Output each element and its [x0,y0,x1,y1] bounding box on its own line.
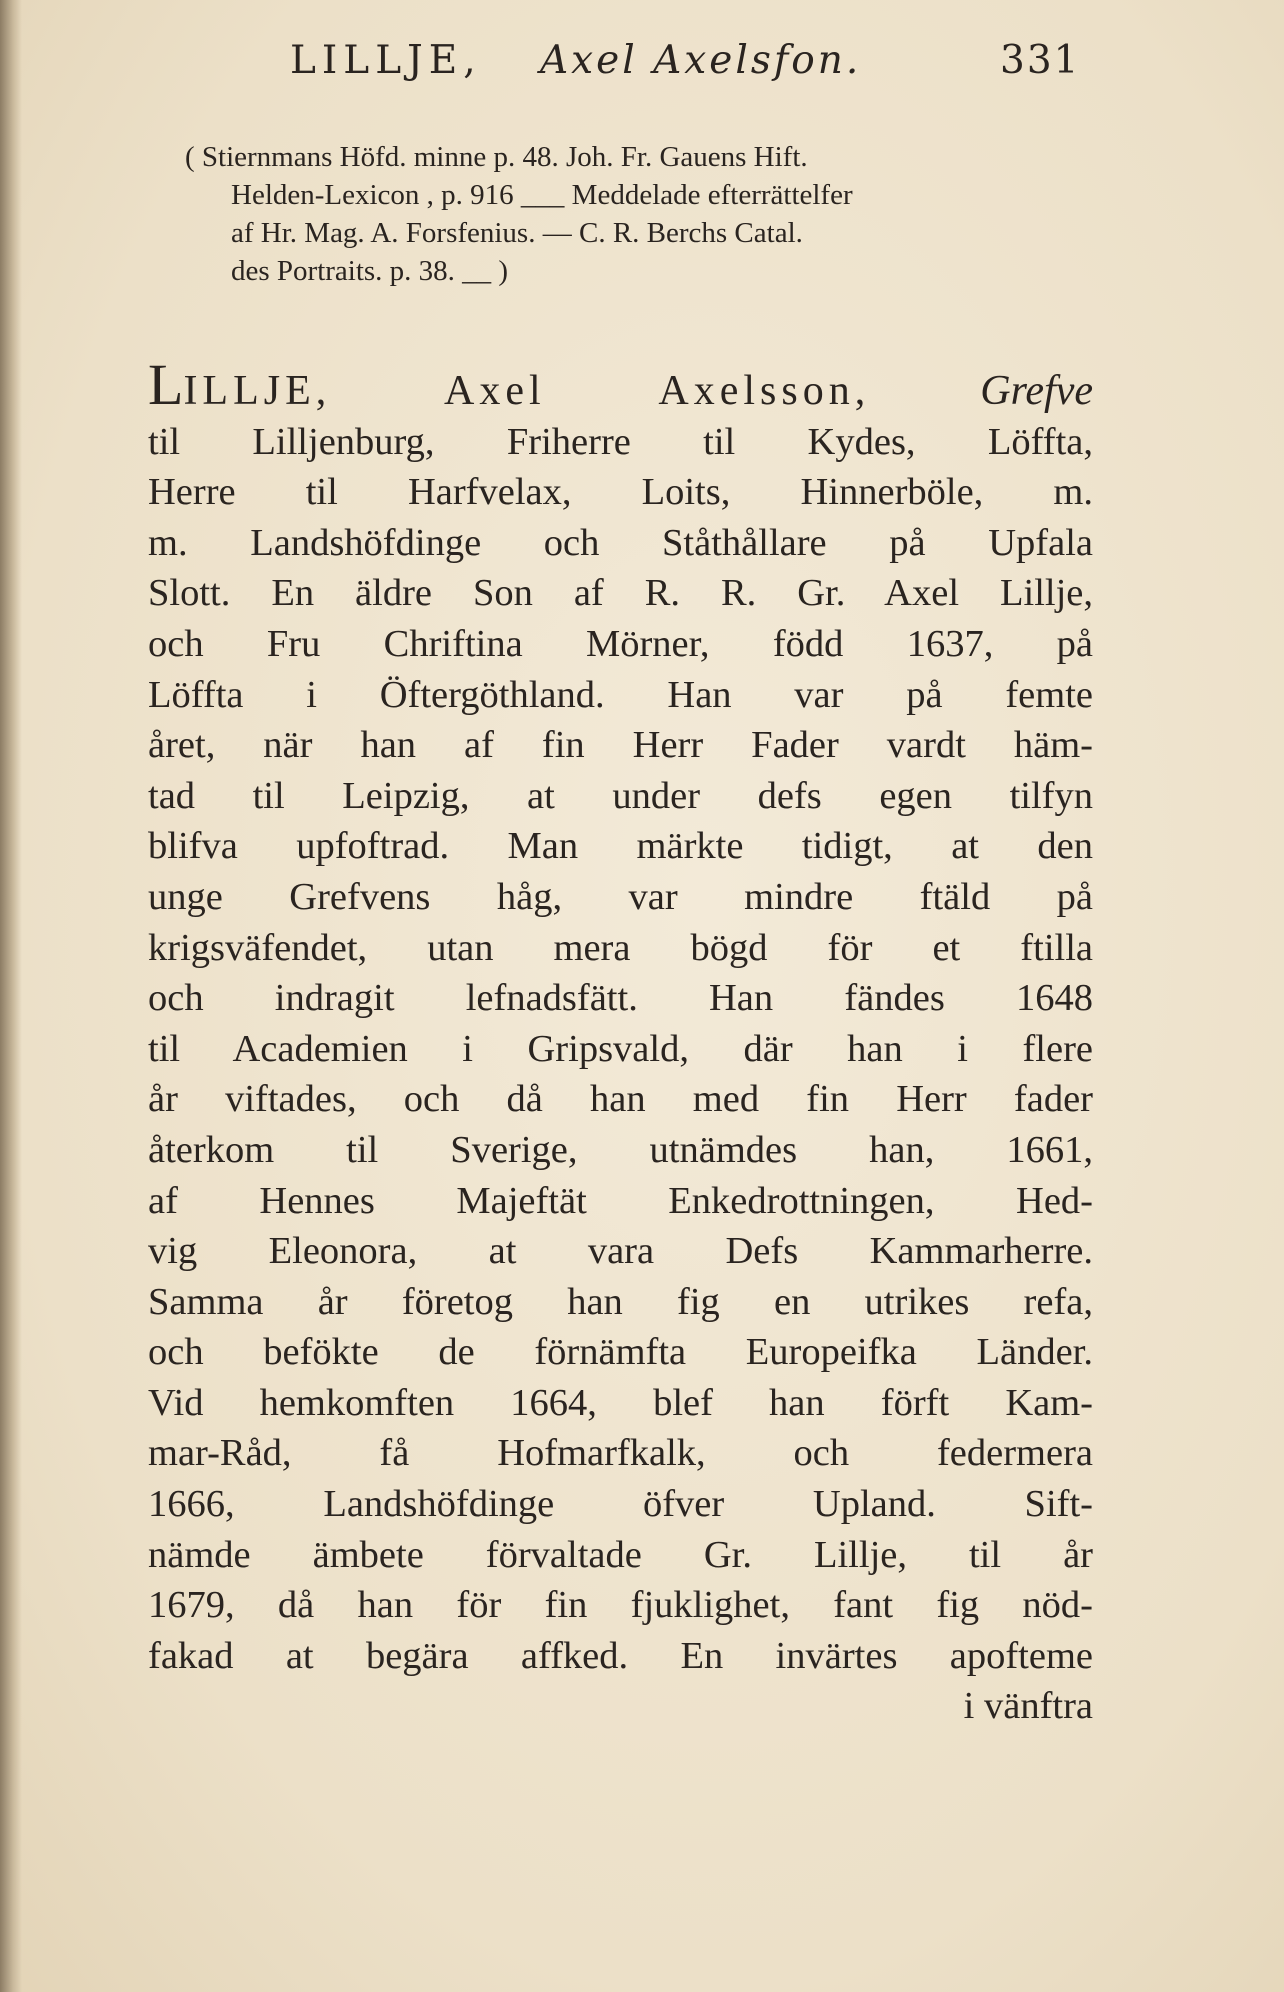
text-line: til Lilljenburg, Friherre til Kydes, Löffta, [148,420,1093,463]
text-line: tad til Leipzig, at under defs egen tilfyn [148,774,1093,817]
page-number: 331 [1000,38,1081,83]
text-line: Samma år företog han fig en utrikes refa, [148,1280,1093,1323]
text-line: och befökte de förnämfta Europeifka Länder. [148,1331,1093,1374]
text-line: unge Grefvens håg, var mindre ftäld på [148,875,1093,918]
text-line: 1679, då han för fin fjuklighet, fant fig nöd- [148,1584,1093,1627]
text-line: til Academien i Gripsvald, där han i flere [148,1027,1093,1070]
text-line: af Hennes Majeftät Enkedrottningen, Hed- [148,1179,1093,1222]
entry-title: Grefve [980,368,1094,414]
text-line: nämde ämbete förvaltade Gr. Lillje, til år [148,1533,1093,1576]
reference-note [185,138,1095,290]
text-line: krigsväfendet, utan mera bögd för et ftilla [148,926,1093,969]
reference-line: af Hr. Mag. A. Forsfenius. — C. R. Berchs Catal. [231,217,803,249]
text-line: Slott. En äldre Son af R. R. Gr. Axel Lillje, [148,572,1093,615]
text-line: året, när han af fin Herr Fader vardt häm- [148,724,1093,767]
text-line: mar-Råd, få Hofmarfkalk, och federmera [148,1432,1093,1475]
text-line: vig Eleonora, at vara Defs Kammarherre. [148,1230,1093,1273]
text-line: återkom til Sverige, utnämdes han, 1661, [148,1128,1093,1171]
text-line: fakad at begära affked. En invärtes apofteme [148,1634,1093,1677]
page-gutter-shadow [0,0,22,1992]
text-line: 1666, Landshöfdinge öfver Upland. Sift- [148,1483,1093,1526]
text-line: blifva upfoftrad. Man märkte tidigt, at den [148,825,1093,868]
running-header [290,38,1090,88]
text-line: och indragit lefnadsfätt. Han fändes 1648 [148,977,1093,1020]
text-line: Vid hemkomften 1664, blef han förft Kam- [148,1381,1093,1424]
text-line: Herre til Harfvelax, Loits, Hinnerböle, m. [148,471,1093,514]
header-surname: LILLJE, [290,38,482,83]
reference-line: ( Stiernmans Höfd. minne p. 48. Joh. Fr. Gauens Hift. [185,141,808,173]
text-line: Löffta i Öftergöthland. Han var på femte [148,673,1093,716]
header-given-name: Axel Axelsfon. [540,38,862,83]
text-line: m. Landshöfdinge och Ståthållare på Upfala [148,521,1093,564]
text-line: och Fru Chriftina Mörner, född 1637, på [148,622,1093,665]
entry-heading: ILLJE, Axel Axelsson, [183,368,871,414]
entry-heading-line [148,352,1094,417]
reference-line: Helden-Lexicon , p. 916 ___ Meddelade efterrättelfer [231,179,853,211]
catchword: i vänftra [963,1685,1093,1728]
text-line: år viftades, och då han med fin Herr fader [148,1078,1093,1121]
drop-initial: L [148,352,184,417]
entry-body [148,352,1094,1732]
reference-line: des Portraits. p. 38. __ ) [231,255,509,287]
